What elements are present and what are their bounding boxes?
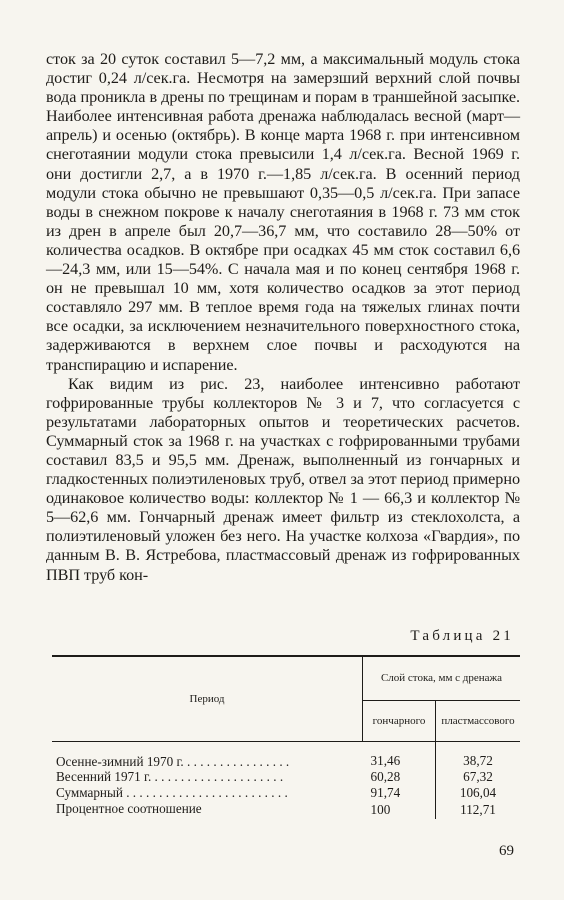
body-text: [46, 50, 520, 585]
row-plastic-value: 38,72: [463, 753, 493, 768]
row-period: Весенний 1971 г. . . . . . . . . . . . . . . . . . . . .: [56, 769, 284, 785]
row-ceramic-value: 91,74: [363, 785, 436, 801]
row-ceramic-value: 60,28: [363, 769, 436, 785]
header-plastic: пластмассового: [436, 700, 521, 742]
row-ceramic-value: 31,46: [363, 742, 436, 770]
table-row: [52, 769, 520, 785]
table-row: [52, 742, 520, 770]
row-plastic-value: 67,32: [463, 769, 493, 785]
table-row: [52, 785, 520, 801]
runoff-table: [52, 655, 520, 819]
header-ceramic: гончарного: [363, 700, 436, 742]
row-period: Суммарный . . . . . . . . . . . . . . . . . . . . . . . . .: [56, 785, 288, 801]
row-period: Осенне-зимний 1970 г. . . . . . . . . . . . . . . . .: [56, 753, 290, 769]
row-ceramic-value: 100: [363, 802, 436, 819]
page-number: 69: [499, 843, 514, 859]
table-caption: Таблица 21: [410, 628, 514, 644]
row-period: Процентное соотношение: [56, 801, 202, 817]
row-plastic-value: 112,71: [460, 801, 496, 817]
paragraph-2: Как видим из рис. 23, наиболее интенсивно работают гофрированные трубы коллекторов № 3 и 7, что согласуется с результатами лабораторных опытов и теоретических расчетов. Суммарный сток за 1968 г. на участках с гофрированными трубами составил 83,5 и 95,5 мм. Дренаж, выполненный из гончарных и гладкостенных полиэтиленовых труб, отвел за этот период примерно одинаковое количество воды: коллектор № 1 — 66,3 и коллектор № 5—62,6 мм. Гончарный дренаж имеет фильтр из стеклохолста, а полиэтиленовый уложен без него. На участке колхоза «Гвардия», по данным В. В. Ястребова, пластмассовый дренаж из гофрированных ПВП труб кон-: [46, 374, 520, 584]
header-period: Период: [52, 656, 363, 742]
header-runoff-layer: Слой стока, мм с дренажа: [363, 656, 521, 700]
table-row: [52, 802, 520, 819]
paragraph-1: сток за 20 суток составил 5—7,2 мм, а максимальный модуль стока достиг 0,24 л/сек.га. Несмотря на замерзший верхний слой почвы вода проникла в дрены по трещинам и порам в траншейной засыпке. Наиболее интенсивная работа дренажа наблюдалась весной (март—апрель) и осенью (октябрь). В конце марта 1968 г. при интенсивном снеготаянии модули стока превысили 1,4 л/сек.га. Весной 1969 г. они достигли 2,7, а в 1970 г.—1,85 л/сек.га. В осенний период модули стока обычно не превышают 0,35—0,5 л/сек.га. При запасе воды в снежном покрове к началу снеготаяния в 1968 г. 73 мм сток из дрен в апреле был 20,7—36,7 мм, что составило 28—50% от количества осадков. В октябре при осадках 45 мм сток составил 6,6—24,3 мм, или 15—54%. С начала мая и по конец сентября 1968 г. он не превышал 10 мм, хотя количество осадков за этот период составляло 297 мм. В теплое время года на тяжелых глинах почти все осадки, за исключением незначительного поверхностного стока, задерживаются в верхнем слое почвы и расходуются на транспирацию и испарение.: [46, 50, 520, 374]
row-plastic-value: 106,04: [459, 785, 497, 801]
